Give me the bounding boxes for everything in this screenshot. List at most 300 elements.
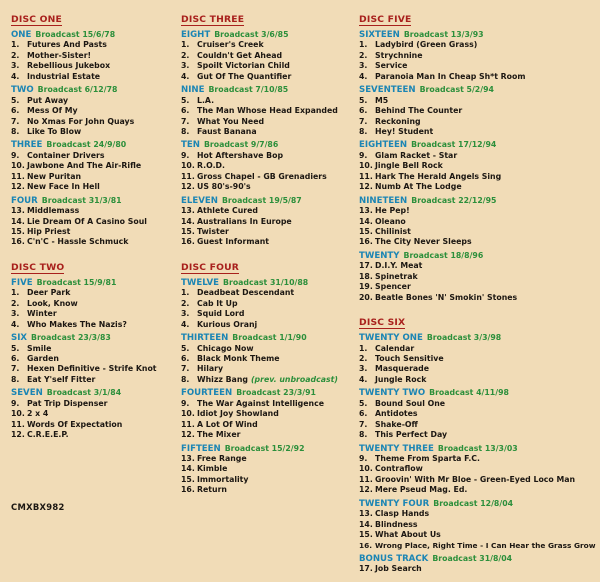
track-number: 7. — [181, 364, 190, 374]
disc-title: DISC TWO — [11, 261, 65, 273]
track-item — [11, 206, 207, 216]
track-number: 11. — [359, 474, 373, 484]
track-title: Groovin' With Mr Bloe - Green-Eyed Loco Man — [375, 474, 576, 484]
track-number: 1. — [359, 343, 368, 353]
broadcast-date: Broadcast 31/3/81 — [41, 195, 122, 205]
session-header — [181, 441, 377, 454]
track-item — [11, 40, 207, 50]
track-number: 13. — [181, 453, 195, 463]
track-number: 9. — [11, 150, 20, 160]
track-title: New Face In Hell — [27, 182, 100, 192]
track-title: Theme From Sparta F.C. — [375, 453, 480, 463]
track-item — [181, 309, 377, 319]
track-number: 5. — [181, 343, 190, 353]
broadcast-date: Broadcast 13/3/93 — [403, 30, 484, 39]
track-item — [359, 282, 595, 292]
track-item — [11, 106, 207, 116]
track-title: Clasp Hands — [375, 509, 430, 519]
track-number: 20. — [359, 292, 373, 302]
broadcast-date: Broadcast 15/9/81 — [36, 277, 117, 287]
track-title: Australians In Europe — [197, 216, 292, 226]
track-title: Kurious Oranj — [197, 319, 258, 329]
track-number: 3. — [11, 61, 20, 71]
track-title: Whizz Bang — [197, 374, 248, 384]
session-header — [11, 82, 207, 95]
track-title: Industrial Estate — [27, 71, 101, 81]
session-name: NINETEEN — [359, 195, 408, 206]
track-title: Guest Informant — [197, 237, 270, 247]
session-header — [359, 193, 595, 206]
track-item — [181, 127, 377, 137]
track-title: Shake-Off — [375, 419, 418, 429]
track-number: 1. — [359, 40, 368, 50]
track-item — [359, 541, 595, 551]
track-title: Smile — [27, 343, 52, 353]
track-number: 7. — [181, 116, 190, 126]
session-name: SEVENTEEN — [359, 85, 416, 96]
track-item — [359, 354, 595, 364]
track-item — [11, 161, 207, 171]
track-item — [11, 309, 207, 319]
track-title: Glam Racket - Star — [375, 150, 458, 160]
track-item — [359, 127, 595, 137]
track-title: Put Away — [27, 95, 69, 105]
track-title: C.R.E.E.P. — [27, 430, 69, 440]
track-number: 1. — [181, 40, 190, 50]
track-number: 4. — [181, 319, 190, 329]
session-header — [181, 137, 377, 150]
session-header — [359, 82, 595, 95]
column-1 — [11, 7, 207, 448]
track-item — [359, 409, 595, 419]
track-title: Gross Chapel - GB Grenadiers — [197, 171, 327, 181]
track-title: Numb At The Lodge — [375, 182, 462, 192]
track-number: 11. — [359, 171, 373, 181]
session-name: ELEVEN — [181, 195, 218, 206]
track-title: Faust Banana — [197, 126, 257, 136]
track-number: 11. — [11, 419, 25, 429]
track-title: Deer Park — [27, 288, 71, 298]
track-title: Hip Priest — [27, 226, 71, 236]
track-title: Bound Soul One — [375, 398, 446, 408]
track-title: Reckoning — [375, 116, 421, 126]
session-header — [11, 193, 207, 206]
session-header — [11, 275, 207, 288]
track-number: 8. — [359, 126, 368, 136]
track-item — [11, 51, 207, 61]
track-item — [359, 293, 595, 303]
track-number: 19. — [359, 282, 373, 292]
disc-title: DISC FIVE — [359, 14, 412, 25]
session-name: BONUS TRACK — [359, 553, 429, 564]
track-title: The War Against Intelligence — [197, 398, 325, 408]
disc-block — [359, 310, 595, 575]
track-number: 10. — [359, 464, 373, 474]
track-number: 7. — [359, 116, 368, 126]
disc-title: DISC ONE — [11, 14, 62, 25]
track-item — [359, 96, 595, 106]
track-item — [181, 454, 377, 464]
broadcast-date: Broadcast 1/1/90 — [232, 333, 307, 343]
broadcast-date: Broadcast 7/10/85 — [208, 85, 289, 95]
broadcast-date: Broadcast 9/7/86 — [203, 140, 279, 150]
track-title: Contraflow — [375, 464, 423, 474]
track-title: Kimble — [197, 464, 228, 474]
track-item — [359, 172, 595, 182]
broadcast-date: Broadcast 5/2/94 — [419, 85, 494, 95]
track-number: 18. — [359, 271, 373, 281]
track-title: Spinetrak — [375, 271, 418, 281]
session-header — [359, 496, 595, 509]
track-item — [359, 51, 595, 61]
track-title: Blindness — [375, 519, 418, 529]
broadcast-date: Broadcast 24/9/80 — [46, 140, 127, 150]
track-number: 8. — [11, 374, 20, 384]
broadcast-date: Broadcast 23/3/83 — [31, 333, 111, 343]
track-title: The Man Whose Head Expanded — [197, 106, 338, 116]
broadcast-date: Broadcast 4/11/98 — [429, 388, 509, 398]
track-item — [11, 430, 207, 440]
track-item — [181, 375, 377, 385]
track-title: Immortality — [197, 474, 249, 484]
session-header — [11, 385, 207, 398]
track-number: 5. — [181, 95, 190, 105]
track-title: Deadbeat Descendant — [197, 288, 295, 298]
session-header — [359, 441, 595, 454]
track-item — [181, 464, 377, 474]
track-number: 17. — [359, 564, 373, 574]
track-title: Hark The Herald Angels Sing — [375, 171, 502, 181]
session-header — [359, 137, 595, 150]
disc-block — [11, 7, 207, 248]
track-item — [359, 420, 595, 430]
track-item — [11, 151, 207, 161]
track-item — [359, 454, 595, 464]
track-item — [181, 217, 377, 227]
track-title: What You Need — [197, 116, 265, 126]
track-title: Lie Dream Of A Casino Soul — [27, 216, 147, 226]
track-number: 11. — [181, 171, 195, 181]
track-title: D.I.Y. Meat — [375, 261, 423, 271]
track-item — [359, 344, 595, 354]
session-name: FIVE — [11, 277, 33, 288]
track-title: Idiot Joy Showland — [197, 409, 279, 419]
track-item — [359, 182, 595, 192]
track-number: 10. — [11, 161, 25, 171]
track-title: Chilinist — [375, 226, 411, 236]
track-number: 2. — [11, 298, 20, 308]
session-name: THIRTEEN — [181, 333, 229, 344]
track-title: Behind The Counter — [375, 106, 463, 116]
track-item — [359, 520, 595, 530]
track-title: US 80's-90's — [197, 182, 251, 192]
track-number: 10. — [181, 161, 195, 171]
track-item — [359, 564, 595, 574]
disc-block — [181, 255, 377, 496]
track-number: 17. — [359, 261, 373, 271]
track-title: Beatle Bones 'N' Smokin' Stones — [375, 292, 518, 302]
track-number: 9. — [359, 150, 368, 160]
track-item — [359, 375, 595, 385]
track-number: 15. — [181, 226, 195, 236]
track-title: This Perfect Day — [375, 430, 448, 440]
broadcast-date: Broadcast 23/3/91 — [236, 388, 316, 398]
track-item — [11, 420, 207, 430]
track-number: 5. — [359, 398, 368, 408]
track-number: 2. — [359, 353, 368, 363]
track-number: 12. — [181, 182, 195, 192]
track-number: 6. — [11, 106, 20, 116]
track-number: 6. — [359, 106, 368, 116]
session-header — [181, 193, 377, 206]
catalog-number: CMXBX982 — [11, 502, 65, 512]
track-number: 12. — [11, 430, 25, 440]
track-item — [11, 375, 207, 385]
session-name: TEN — [181, 140, 200, 151]
session-name: ONE — [11, 30, 32, 40]
track-item — [181, 227, 377, 237]
track-title: Words Of Expectation — [27, 419, 123, 429]
disc-title: DISC FOUR — [181, 261, 240, 273]
track-title: Rebellious Jukebox — [27, 61, 111, 71]
track-number: 10. — [359, 161, 373, 171]
track-number: 16. — [181, 485, 195, 495]
track-title: Pat Trip Dispenser — [27, 398, 108, 408]
session-name: SEVEN — [11, 388, 43, 399]
track-item — [359, 117, 595, 127]
track-item — [359, 399, 595, 409]
track-title: The City Never Sleeps — [375, 237, 472, 247]
track-number: 15. — [359, 226, 373, 236]
track-number: 11. — [11, 171, 25, 181]
track-item — [11, 399, 207, 409]
track-title: Futures And Pasts — [27, 40, 107, 50]
track-number: 9. — [11, 398, 20, 408]
track-item — [181, 344, 377, 354]
session-header — [181, 27, 377, 40]
session-header — [11, 27, 207, 40]
broadcast-date: Broadcast 13/3/03 — [437, 443, 518, 453]
track-number: 7. — [359, 419, 368, 429]
session-name: NINE — [181, 85, 205, 96]
track-number: 1. — [11, 288, 20, 298]
track-item — [11, 320, 207, 330]
track-title: Athlete Cured — [197, 206, 258, 216]
track-item — [181, 51, 377, 61]
session-name: FOURTEEN — [181, 388, 233, 399]
track-title: Hilary — [197, 364, 224, 374]
broadcast-date: Broadcast 3/3/98 — [426, 333, 502, 343]
track-title: Black Monk Theme — [197, 353, 280, 363]
track-number: 14. — [359, 519, 373, 529]
track-item — [181, 409, 377, 419]
track-title: M5 — [375, 95, 389, 105]
track-title: Job Search — [375, 564, 422, 574]
session-name: FOUR — [11, 195, 38, 206]
track-title: Winter — [27, 309, 57, 319]
session-name: TWENTY ONE — [359, 333, 423, 344]
session-header — [359, 551, 595, 564]
track-number: 6. — [181, 353, 190, 363]
track-item — [359, 206, 595, 216]
track-number: 16. — [181, 237, 195, 247]
broadcast-date: Broadcast 12/8/04 — [433, 498, 514, 508]
track-number: 7. — [11, 116, 20, 126]
track-title: 2 x 4 — [27, 409, 49, 419]
track-number: 13. — [11, 206, 25, 216]
track-item — [11, 127, 207, 137]
track-number: 10. — [181, 409, 195, 419]
track-item — [181, 117, 377, 127]
track-number: 9. — [359, 453, 368, 463]
track-number: 16. — [11, 237, 25, 247]
session-name: TWENTY THREE — [359, 443, 434, 454]
track-item — [11, 182, 207, 192]
track-title: Mess Of My — [27, 106, 78, 116]
track-item — [11, 354, 207, 364]
session-header — [181, 330, 377, 343]
track-title: The Mixer — [197, 430, 241, 440]
track-item — [359, 40, 595, 50]
track-number: 13. — [359, 206, 373, 216]
track-number: 2. — [181, 50, 190, 60]
track-number: 3. — [11, 309, 20, 319]
track-number: 12. — [11, 182, 25, 192]
track-number: 5. — [359, 95, 368, 105]
track-item — [181, 320, 377, 330]
track-title: Service — [375, 61, 408, 71]
track-item — [11, 409, 207, 419]
track-title: Masquerade — [375, 364, 430, 374]
track-title: Ladybird (Green Grass) — [375, 40, 478, 50]
track-item — [359, 261, 595, 271]
session-name: TWELVE — [181, 277, 220, 288]
track-item — [359, 530, 595, 540]
session-header — [181, 82, 377, 95]
session-header — [359, 385, 595, 398]
track-number: 15. — [11, 226, 25, 236]
track-number: 13. — [181, 206, 195, 216]
track-item — [181, 288, 377, 298]
track-title: Mother-Sister! — [27, 50, 92, 60]
track-title: Hexen Definitive - Strife Knot — [27, 364, 157, 374]
track-title: Strychnine — [375, 50, 423, 60]
disc-title: DISC THREE — [181, 14, 245, 25]
broadcast-date: Broadcast 6/12/78 — [37, 85, 118, 95]
track-number: 15. — [359, 530, 373, 540]
track-item — [181, 299, 377, 309]
session-header — [11, 137, 207, 150]
session-name: THREE — [11, 140, 43, 151]
track-title: New Puritan — [27, 171, 82, 181]
track-item — [359, 509, 595, 519]
track-number: 8. — [181, 126, 190, 136]
track-number: 16. — [359, 540, 373, 550]
column-2 — [181, 7, 377, 503]
track-title: Jawbone And The Air-Rifle — [27, 161, 142, 171]
track-number: 2. — [359, 50, 368, 60]
track-number: 2. — [11, 50, 20, 60]
track-number: 13. — [359, 509, 373, 519]
track-number: 15. — [181, 474, 195, 484]
broadcast-date: Broadcast 31/8/04 — [432, 553, 513, 563]
session-name: TWENTY TWO — [359, 388, 426, 399]
track-title: Twister — [197, 226, 229, 236]
track-item — [181, 237, 377, 247]
session-name: FIFTEEN — [181, 443, 221, 454]
track-item — [11, 117, 207, 127]
track-number: 1. — [181, 288, 190, 298]
track-title: L.A. — [197, 95, 215, 105]
track-number: 6. — [11, 353, 20, 363]
track-item — [181, 182, 377, 192]
track-title: Gut Of The Quantifier — [197, 71, 292, 81]
track-item — [181, 96, 377, 106]
broadcast-date: Broadcast 22/12/95 — [411, 195, 497, 205]
track-title: Look, Know — [27, 298, 78, 308]
track-number: 6. — [359, 409, 368, 419]
track-item — [359, 61, 595, 71]
track-number: 14. — [11, 216, 25, 226]
broadcast-date: Broadcast 15/2/92 — [224, 443, 305, 453]
track-item — [11, 288, 207, 298]
track-number: 7. — [11, 364, 20, 374]
track-number: 10. — [11, 409, 25, 419]
session-name: EIGHT — [181, 30, 211, 40]
track-item — [359, 106, 595, 116]
track-number: 9. — [181, 150, 190, 160]
track-title: Cruiser's Creek — [197, 40, 264, 50]
track-item — [181, 72, 377, 82]
track-item — [359, 430, 595, 440]
track-title: Mere Pseud Mag. Ed. — [375, 485, 468, 495]
track-item — [181, 399, 377, 409]
track-item — [11, 217, 207, 227]
session-header — [359, 248, 595, 261]
track-item — [11, 344, 207, 354]
disc-block — [11, 255, 207, 441]
track-number: 3. — [181, 61, 190, 71]
broadcast-date: Broadcast 15/6/78 — [35, 30, 116, 39]
track-title: R.O.D. — [197, 161, 225, 171]
track-item — [181, 485, 377, 495]
track-number: 3. — [181, 309, 190, 319]
session-name: TWENTY FOUR — [359, 498, 430, 509]
track-title: Who Makes The Nazis? — [27, 319, 127, 329]
track-number: 4. — [359, 71, 368, 81]
track-title: Oleano — [375, 216, 406, 226]
track-title: C'n'C - Hassle Schmuck — [27, 237, 129, 247]
track-title: Jungle Rock — [375, 374, 427, 384]
track-title: Return — [197, 485, 227, 495]
track-item — [359, 151, 595, 161]
track-item — [359, 161, 595, 171]
track-title: Hey! Student — [375, 126, 434, 136]
track-item — [181, 151, 377, 161]
track-title: Jingle Bell Rock — [375, 161, 443, 171]
track-number: 8. — [181, 374, 190, 384]
track-item — [359, 475, 595, 485]
track-title: Squid Lord — [197, 309, 245, 319]
track-number: 2. — [181, 298, 190, 308]
session-header — [181, 385, 377, 398]
track-title: Middlemass — [27, 206, 80, 216]
track-title: Paranoia Man In Cheap Sh*t Room — [375, 71, 526, 81]
track-item — [181, 364, 377, 374]
track-title: He Pep! — [375, 206, 410, 216]
session-name: EIGHTEEN — [359, 140, 408, 151]
track-item — [181, 420, 377, 430]
